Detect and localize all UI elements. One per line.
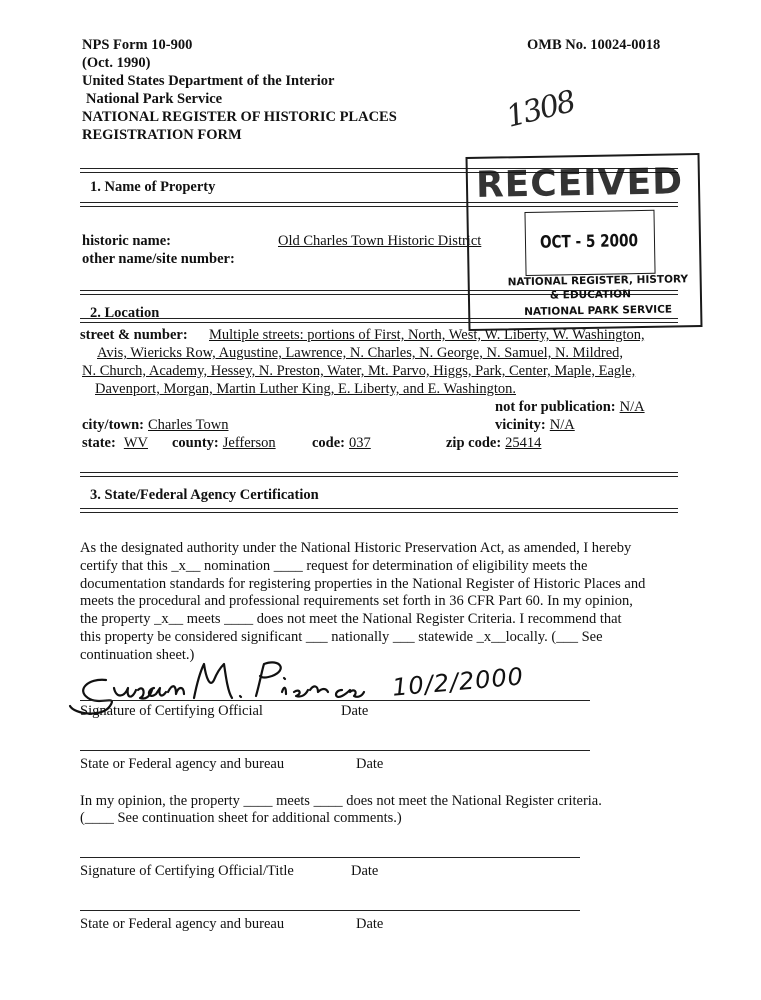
signature-label: Signature of Certifying Official bbox=[80, 703, 263, 719]
state-field bbox=[82, 434, 148, 452]
code-field bbox=[312, 434, 371, 452]
form-number: NPS Form 10-900 bbox=[82, 37, 193, 53]
section-3-heading: 3. State/Federal Agency Certification bbox=[90, 487, 319, 503]
historic-name-value: Old Charles Town Historic District bbox=[278, 233, 482, 249]
agency-label: State or Federal agency and bureau bbox=[80, 916, 285, 932]
section-divider bbox=[80, 508, 678, 513]
code-label: code: bbox=[312, 435, 346, 451]
service: National Park Service bbox=[86, 91, 223, 107]
handwritten-reference-number: 1308 bbox=[502, 84, 578, 135]
stamp-line: NATIONAL PARK SERVICE bbox=[524, 303, 673, 319]
stamp-line: NATIONAL REGISTER, HISTORY bbox=[507, 273, 689, 289]
not-for-publication-label: not for publication: bbox=[495, 399, 616, 415]
street-line: Davenport, Morgan, Martin Luther King, E. Liberty, and E. Washington. bbox=[95, 381, 516, 397]
vicinity-label: vicinity: bbox=[495, 417, 546, 433]
code-value: 037 bbox=[349, 435, 371, 451]
stamp-line: & EDUCATION bbox=[549, 288, 632, 302]
signature-title-label: Signature of Certifying Official/Title bbox=[80, 863, 294, 879]
street-line: N. Church, Academy, Hessey, N. Preston, Water, Mt. Parvo, Higgs, Park, Center, Maple, Eagle, bbox=[82, 363, 636, 379]
stamp-received-text: RECEIVED bbox=[475, 161, 684, 206]
county-label: county: bbox=[172, 435, 219, 451]
opinion-line: In my opinion, the property ____ meets ____ does not meet the National Register criteria. bbox=[80, 793, 602, 809]
state-value: WV bbox=[123, 435, 148, 451]
paragraph-line: certify that this _x__ nomination ____ request for determination of eligibility meets the bbox=[80, 557, 588, 574]
street-label: street & number: bbox=[80, 327, 188, 343]
city-value: Charles Town bbox=[148, 417, 229, 433]
form-title: REGISTRATION FORM bbox=[82, 127, 242, 143]
handwritten-date: 10/2/2000 bbox=[391, 662, 526, 702]
received-stamp bbox=[465, 153, 702, 331]
zip-value: 25414 bbox=[505, 435, 542, 451]
agency-label: State or Federal agency and bureau bbox=[80, 756, 285, 772]
historic-name-label: historic name: bbox=[82, 233, 171, 249]
stamp-date: OCT - 5 2000 bbox=[539, 231, 639, 253]
not-for-publication-value: N/A bbox=[619, 399, 645, 415]
county-field bbox=[172, 434, 276, 452]
agency-date-label: Date bbox=[356, 756, 384, 772]
form-date: (Oct. 1990) bbox=[82, 55, 151, 71]
paragraph-line: this property be considered significant ___ nationally ___ statewide _x__locally. (___ See bbox=[80, 628, 603, 645]
agency-line bbox=[80, 910, 580, 911]
section-divider bbox=[80, 472, 678, 477]
agency-line bbox=[80, 750, 590, 751]
register-title: NATIONAL REGISTER OF HISTORIC PLACES bbox=[82, 109, 397, 125]
not-for-publication bbox=[495, 398, 645, 416]
street-line: Avis, Wiericks Row, Augustine, Lawrence, N. Charles, N. George, N. Samuel, N. Mildred, bbox=[97, 345, 624, 361]
stamp-date-box bbox=[524, 210, 655, 276]
signature-date-label: Date bbox=[341, 703, 369, 719]
paragraph-line: As the designated authority under the National Historic Preservation Act, as amended, I hereby bbox=[80, 540, 632, 556]
signature-line bbox=[80, 857, 580, 858]
paragraph-line: the property _x__ meets ____ does not meet the National Register Criteria. I recommend that bbox=[80, 611, 622, 628]
other-name-label: other name/site number: bbox=[82, 251, 235, 267]
certification-paragraph bbox=[80, 540, 680, 665]
city-town bbox=[82, 416, 229, 434]
street-line: Multiple streets: portions of First, North, West, W. Liberty, W. Washington, bbox=[209, 327, 645, 343]
omb-number: OMB No. 10024-0018 bbox=[527, 37, 661, 53]
section-2-heading: 2. Location bbox=[90, 305, 160, 321]
zip-label: zip code: bbox=[446, 435, 502, 451]
opinion-line: (____ See continuation sheet for additional comments.) bbox=[80, 810, 402, 826]
agency-date-label: Date bbox=[356, 916, 384, 932]
paragraph-line: meets the procedural and professional requirements set forth in 36 CFR Part 60. In my opinion, bbox=[80, 593, 633, 610]
signature-date-label: Date bbox=[351, 863, 379, 879]
county-value: Jefferson bbox=[222, 435, 276, 451]
paragraph-line: continuation sheet.) bbox=[80, 646, 195, 663]
vicinity bbox=[495, 416, 575, 434]
zip-field bbox=[446, 434, 541, 452]
section-1-heading: 1. Name of Property bbox=[90, 179, 216, 195]
city-label: city/town: bbox=[82, 417, 145, 433]
department: United States Department of the Interior bbox=[82, 73, 335, 89]
signature-line bbox=[80, 700, 590, 701]
state-label: state: bbox=[82, 435, 116, 451]
paragraph-line: documentation standards for registering properties in the National Register of Historic Places and bbox=[80, 575, 646, 592]
vicinity-value: N/A bbox=[549, 417, 575, 433]
